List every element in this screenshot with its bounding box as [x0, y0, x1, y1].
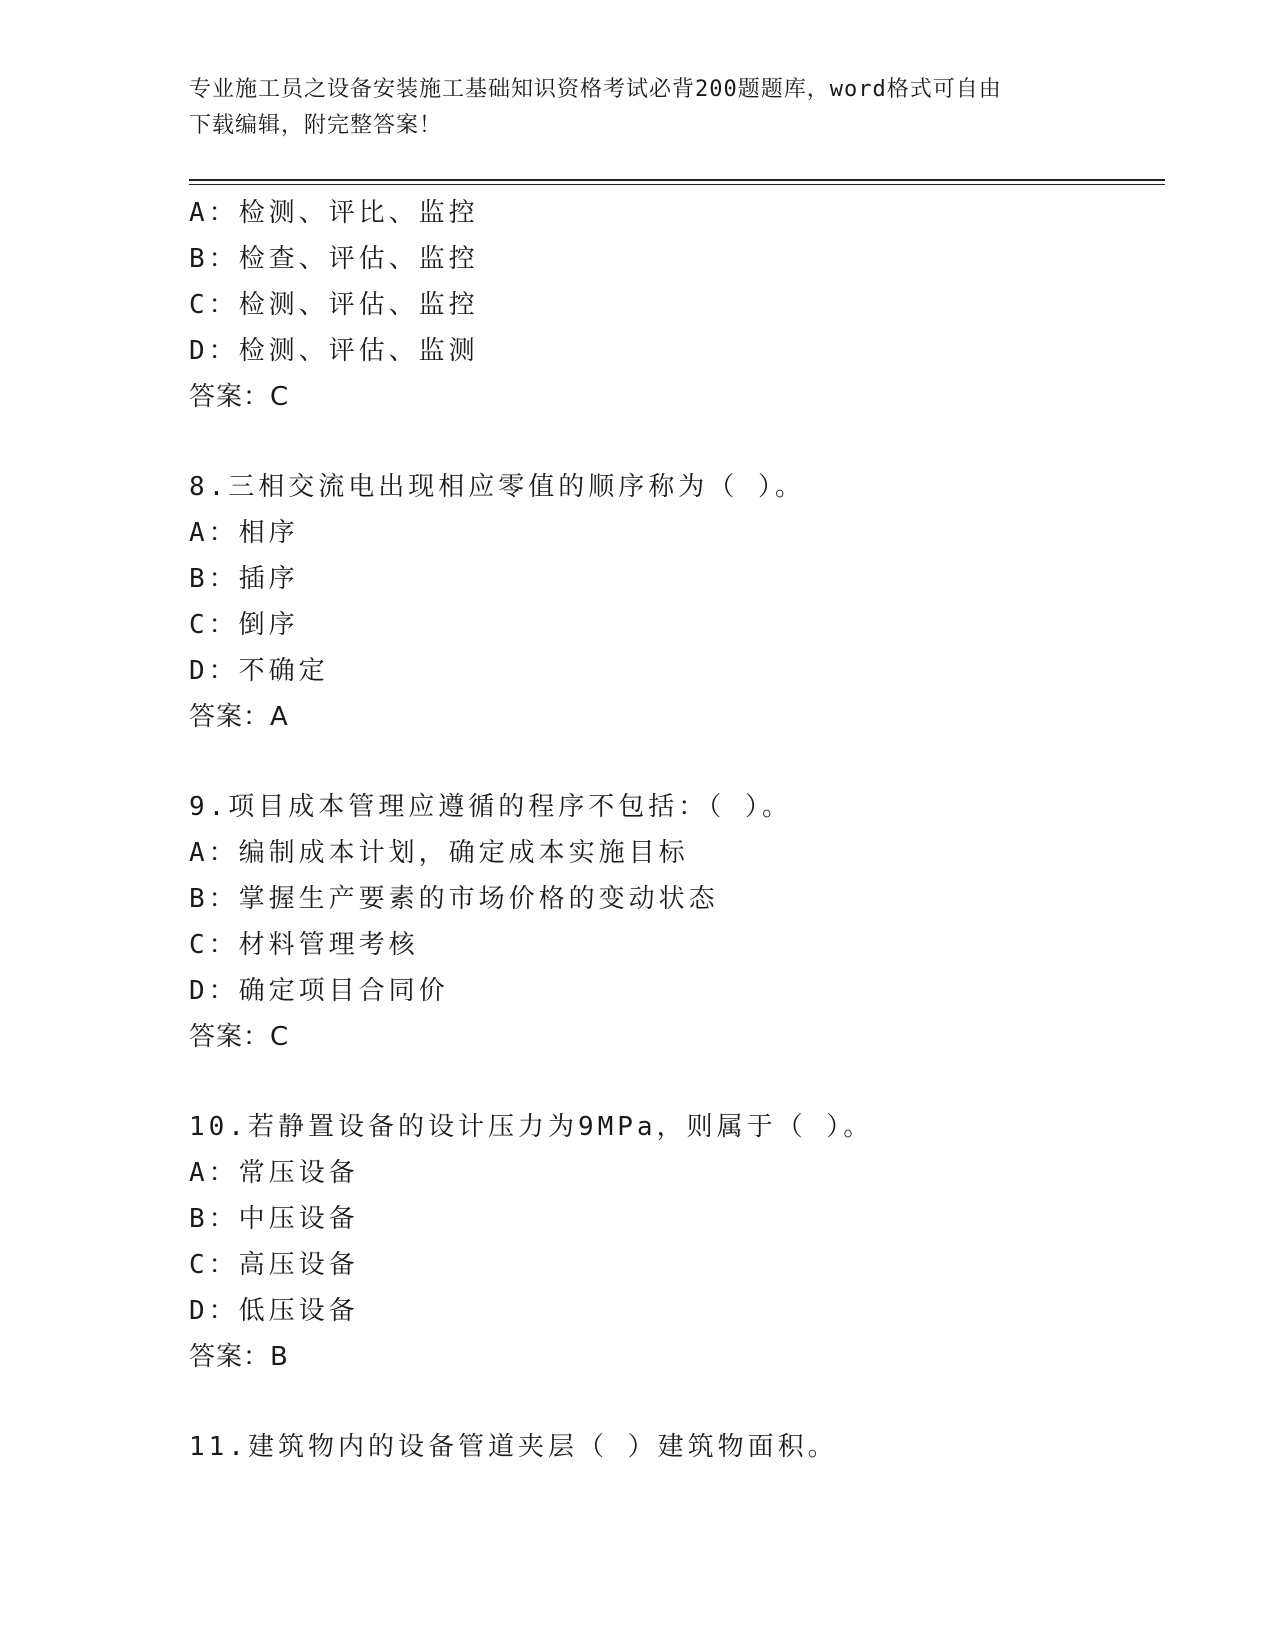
- option-d: D：低压设备: [189, 1296, 359, 1326]
- header-line-1: 专业施工员之设备安装施工基础知识资格考试必背200题题库，word格式可自由: [189, 77, 1002, 102]
- question-11: [189, 1424, 1149, 1470]
- answer-line: 答案：B: [189, 1342, 289, 1372]
- option-a: A：检测、评比、监控: [189, 198, 479, 228]
- option-c: C：材料管理考核: [189, 930, 419, 960]
- option-c: C：检测、评估、监控: [189, 290, 479, 320]
- document-header: [189, 72, 1089, 144]
- header-divider-thin: [189, 184, 1165, 185]
- option-d: D：不确定: [189, 656, 329, 686]
- spacer: [189, 1380, 1149, 1424]
- option-b: B：插序: [189, 564, 299, 594]
- question-stem: 9.项目成本管理应遵循的程序不包括：（ ）。: [189, 792, 792, 822]
- option-b: B：中压设备: [189, 1204, 359, 1234]
- question-stem: 8.三相交流电出现相应零值的顺序称为（ ）。: [189, 472, 805, 502]
- option-a: A：编制成本计划，确定成本实施目标: [189, 838, 689, 868]
- answer-line: 答案：C: [189, 1022, 290, 1052]
- question-list: [189, 190, 1149, 1470]
- option-a: A：常压设备: [189, 1158, 359, 1188]
- option-b: B：检查、评估、监控: [189, 244, 479, 274]
- question-8: [189, 464, 1149, 740]
- answer-line: 答案：A: [189, 702, 289, 732]
- spacer: [189, 420, 1149, 464]
- question-stem: 11.建筑物内的设备管道夹层（ ）建筑物面积。: [189, 1432, 838, 1462]
- header-line-2: 下载编辑，附完整答案！: [189, 113, 443, 138]
- option-a: A：相序: [189, 518, 299, 548]
- option-d: D：确定项目合同价: [189, 976, 449, 1006]
- question-10: [189, 1104, 1149, 1380]
- question-9: [189, 784, 1149, 1060]
- answer-line: 答案：C: [189, 382, 290, 412]
- option-b: B：掌握生产要素的市场价格的变动状态: [189, 884, 719, 914]
- option-d: D：检测、评估、监测: [189, 336, 479, 366]
- question-stem: 10.若静置设备的设计压力为9MPa，则属于（ ）。: [189, 1112, 874, 1142]
- question-partial: [189, 190, 1149, 420]
- header-divider-thick: [189, 179, 1165, 181]
- spacer: [189, 1060, 1149, 1104]
- option-c: C：倒序: [189, 610, 299, 640]
- option-c: C：高压设备: [189, 1250, 359, 1280]
- spacer: [189, 740, 1149, 784]
